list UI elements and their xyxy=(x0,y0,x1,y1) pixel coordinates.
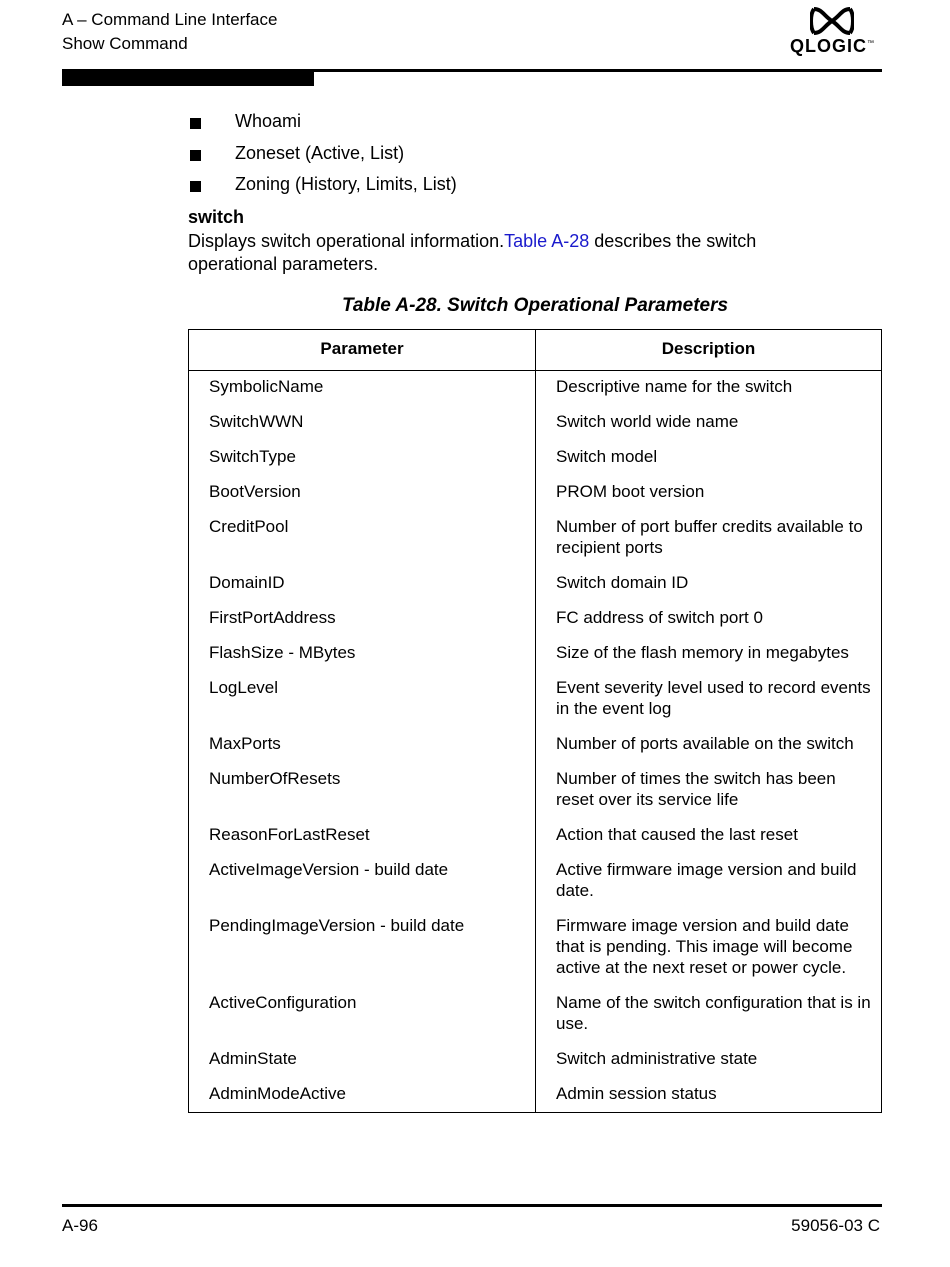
table-row xyxy=(189,642,881,677)
table-row xyxy=(189,1048,881,1083)
section-title: switch xyxy=(188,207,245,227)
header-chapter: A – Command Line Interface xyxy=(62,10,278,29)
parameter-cell: ActiveImageVersion - build date xyxy=(209,860,449,879)
header-divider xyxy=(189,370,881,371)
table-row xyxy=(189,677,881,733)
parameter-cell: PendingImageVersion - build date xyxy=(209,916,465,935)
header-section: Show Command xyxy=(62,34,188,53)
list-item: Zoneset (Active, List) xyxy=(188,143,457,175)
parameter-cell: DomainID xyxy=(209,573,285,592)
table-row xyxy=(189,481,881,516)
description-cell: Admin session status xyxy=(556,1084,717,1103)
parameter-cell: NumberOfResets xyxy=(209,769,341,788)
parameter-cell: FirstPortAddress xyxy=(209,608,336,627)
description-cell: Size of the flash memory in megabytes xyxy=(556,643,849,662)
parameter-cell: ActiveConfiguration xyxy=(209,993,357,1012)
table-row xyxy=(189,607,881,642)
description-cell: PROM boot version xyxy=(556,482,705,501)
description-cell: Active firmware image version and build date. xyxy=(556,860,857,900)
column-header-description: Description xyxy=(661,339,756,358)
parameter-cell: SymbolicName xyxy=(209,377,324,396)
description-cell: Switch administrative state xyxy=(556,1049,758,1068)
bullet-square-icon xyxy=(190,181,201,192)
description-cell: Switch model xyxy=(556,447,658,466)
parameter-cell: AdminState xyxy=(209,1049,297,1068)
table-link[interactable]: Table A-28 xyxy=(504,231,590,251)
description-cell: Number of times the switch has been reset over its service life xyxy=(556,769,836,809)
footer-rule xyxy=(62,1204,882,1207)
list-item: Whoami xyxy=(188,111,457,143)
table-row xyxy=(189,733,881,768)
parameter-cell: AdminModeActive xyxy=(209,1084,347,1103)
logo-text: QLOGIC™ xyxy=(790,36,875,56)
section-body: Displays switch operational information.Table A-28 describes the switch operational parameters. xyxy=(188,231,757,274)
description-cell: Switch world wide name xyxy=(556,412,739,431)
parameter-cell: FlashSize - MBytes xyxy=(209,643,356,662)
parameter-cell: BootVersion xyxy=(209,482,301,501)
table-row xyxy=(189,572,881,607)
description-cell: Switch domain ID xyxy=(556,573,689,592)
parameter-cell: SwitchType xyxy=(209,447,296,466)
table-row xyxy=(189,992,881,1048)
description-cell: Name of the switch configuration that is in use. xyxy=(556,993,871,1033)
table-row xyxy=(189,376,881,411)
qlogic-mark-icon xyxy=(810,6,854,36)
parameter-cell: CreditPool xyxy=(209,517,289,536)
table-body xyxy=(189,376,881,1118)
description-cell: Event severity level used to record events in the event log xyxy=(556,678,871,718)
table-row xyxy=(189,446,881,481)
parameter-cell: LogLevel xyxy=(209,678,279,697)
description-cell: FC address of switch port 0 xyxy=(556,608,763,627)
parameter-cell: ReasonForLastReset xyxy=(209,825,370,844)
parameters-table xyxy=(188,329,882,1113)
table-caption: Table A-28. Switch Operational Parameters xyxy=(341,295,729,316)
bullet-square-icon xyxy=(190,118,201,129)
table-row xyxy=(189,516,881,572)
column-header-parameter: Parameter xyxy=(320,339,404,358)
description-cell: Number of ports available on the switch xyxy=(556,734,854,753)
list-item: Zoning (History, Limits, List) xyxy=(188,174,457,206)
description-cell: Firmware image version and build date that is pending. This image will become active at the next reset or power cycle. xyxy=(556,916,853,977)
document-number: 59056-03 C xyxy=(791,1216,880,1235)
description-cell: Action that caused the last reset xyxy=(556,825,798,844)
table-row xyxy=(189,824,881,859)
table-row xyxy=(189,1083,881,1118)
parameter-cell: MaxPorts xyxy=(209,734,281,753)
description-cell: Descriptive name for the switch xyxy=(556,377,793,396)
command-list xyxy=(188,111,457,206)
table-row xyxy=(189,915,881,992)
qlogic-logo xyxy=(786,6,882,62)
bullet-square-icon xyxy=(190,150,201,161)
page-number: A-96 xyxy=(62,1216,98,1235)
header-tab-bar xyxy=(62,72,314,86)
table-row xyxy=(189,411,881,446)
parameter-cell: SwitchWWN xyxy=(209,412,304,431)
table-row xyxy=(189,859,881,915)
description-cell: Number of port buffer credits available to recipient ports xyxy=(556,517,863,557)
table-row xyxy=(189,768,881,824)
